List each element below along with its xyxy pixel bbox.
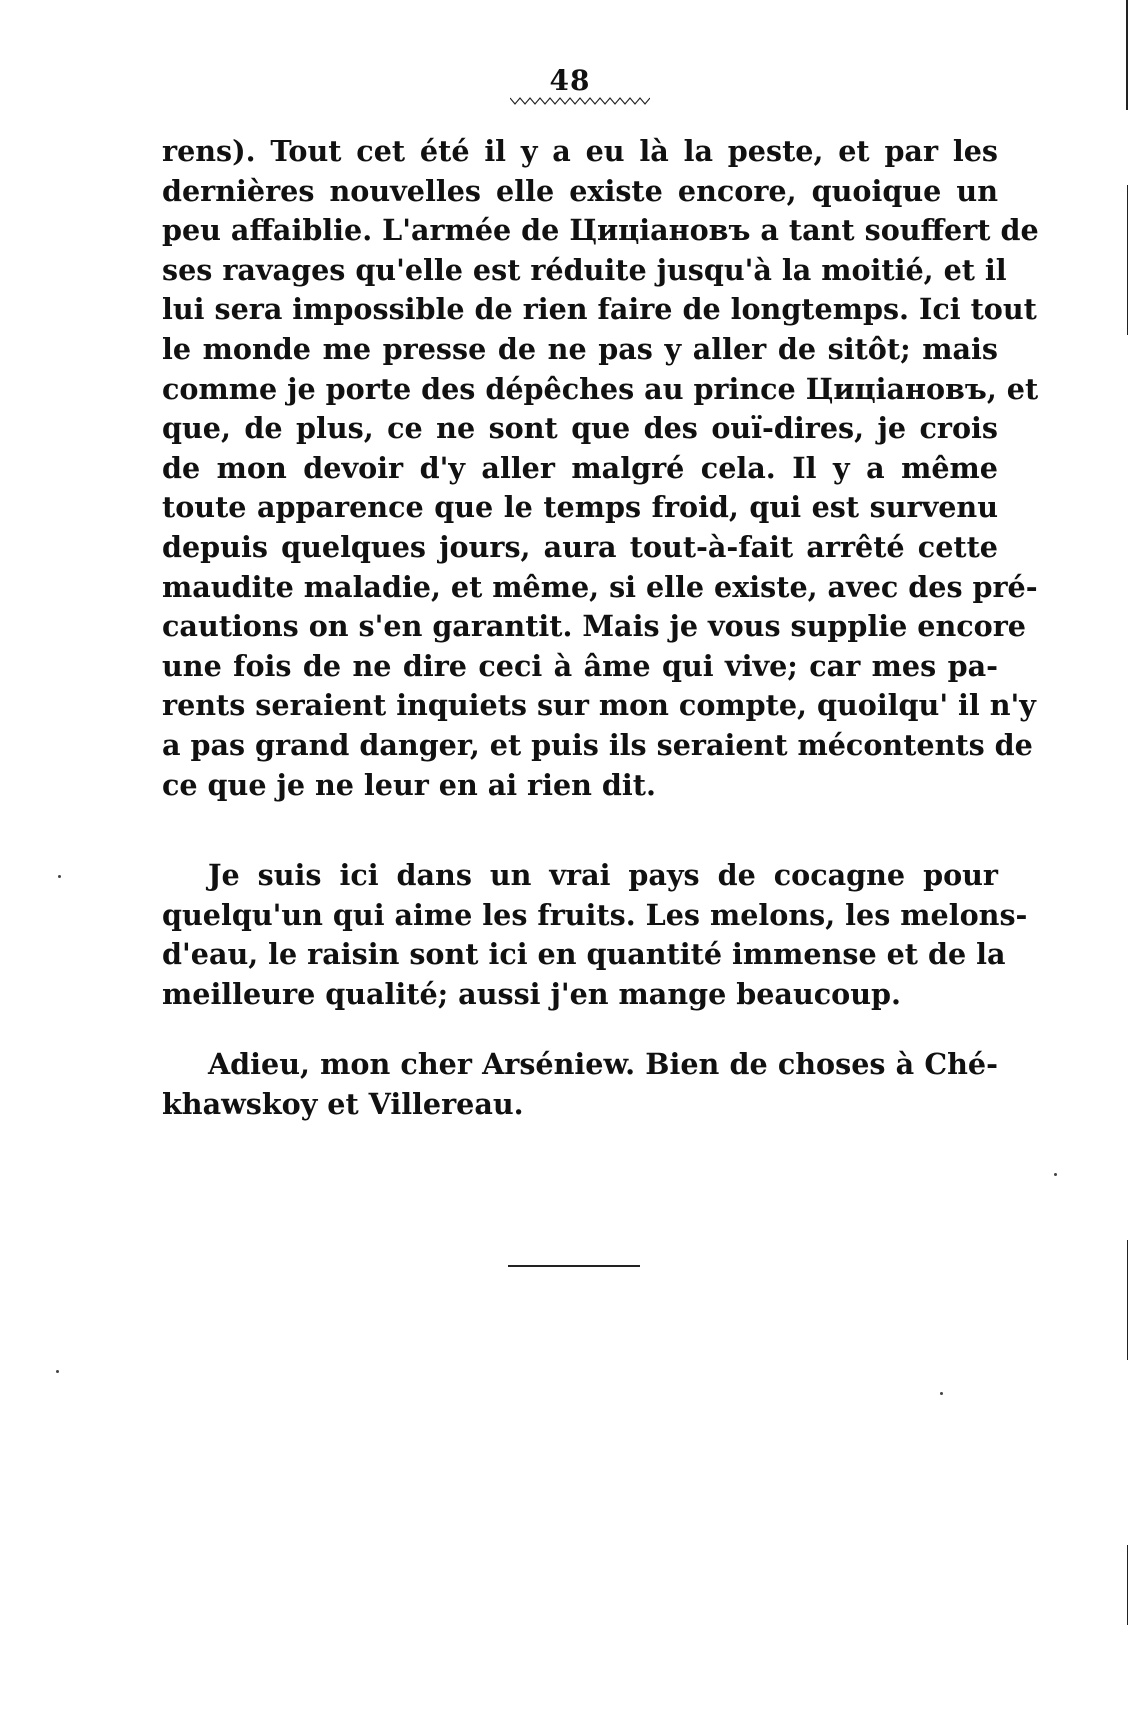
text-line: de mon devoir d'y aller malgré cela. Il y a même [162,450,998,485]
text-line: que, de plus, ce ne sont que des ouï-dires, je crois [162,411,998,446]
paragraph-1 [162,132,1039,805]
text-line: peu affaiblie. L'armée de Цицiановъ a tant souffert de [162,213,1039,248]
text-line: maudite maladie, et même, si elle existe, avec des pré- [162,569,1038,604]
text-line: Je suis ici dans un vrai pays de cocagne pour [208,858,998,892]
text-line: depuis quelques jours, aura tout-à-fait arrêté cette [162,529,998,564]
text-line: le monde me presse de ne pas y aller de sitôt; mais [162,331,998,366]
text-line: khawskoy et Villereau. [162,1086,524,1121]
text-line: ce que je ne leur en ai rien dit. [162,767,656,802]
text-line: toute apparence que le temps froid, qui est survenu [162,490,998,525]
paragraph-3 [162,1045,998,1124]
scan-edge-line [1126,0,1128,110]
text-line: comme je porte des dépêches au prince Цицiановъ, et [162,371,1039,406]
scan-speck [1054,1173,1057,1176]
text-line: d'eau, le raisin sont ici en quantité immense et de la [162,937,1006,972]
closing-rule [508,1265,640,1267]
page-number-ornament [510,96,650,106]
text-line: cautions on s'en garantit. Mais je vous supplie encore [162,609,1026,644]
scan-edge-line [1127,1240,1128,1360]
text-line: Adieu, mon cher Arséniew. Bien de choses à Ché- [208,1047,998,1081]
text-line: lui sera impossible de rien faire de longtemps. Ici tout [162,292,1037,327]
text-line: rents seraient inquiets sur mon compte, quoilqu' il n'y [162,688,1036,723]
text-line: rens). Tout cet été il y a eu là la peste, et par les [162,134,998,168]
scan-speck [940,1392,943,1395]
text-line: a pas grand danger, et puis ils seraient mécontents de [162,727,1033,762]
text-line: ses ravages qu'elle est réduite jusqu'à la moitié, et il [162,252,1007,287]
scan-speck [58,875,61,878]
page-number: 48 [549,64,591,97]
scan-edge-line [1127,185,1128,335]
scan-speck [56,1370,59,1373]
text-line: dernières nouvelles elle existe encore, quoique un [162,173,998,208]
text-line: quelqu'un qui aime les fruits. Les melons, les melons- [162,897,1028,932]
text-line: meilleure qualité; aussi j'en mange beaucoup. [162,976,901,1011]
text-line: une fois de ne dire ceci à âme qui vive; car mes pa- [162,648,998,683]
scan-edge-line [1127,1545,1128,1625]
paragraph-2 [162,856,1028,1014]
